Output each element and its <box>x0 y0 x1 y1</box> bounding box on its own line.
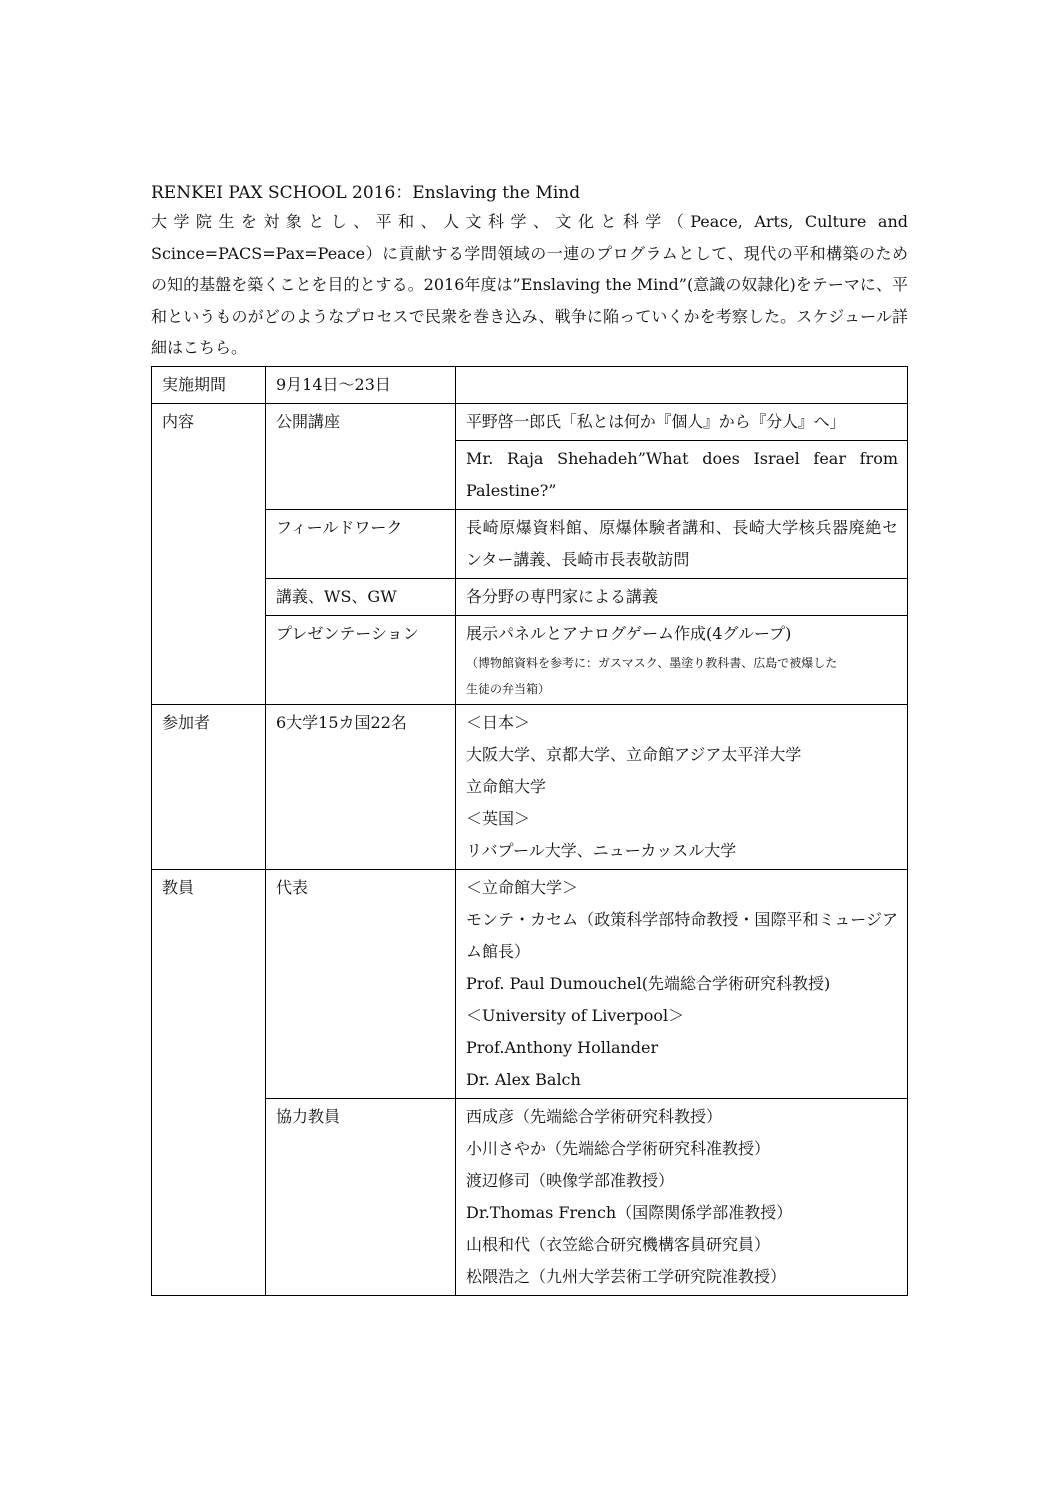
table-row <box>152 704 908 869</box>
presentation-note-1: （博物館資料を参考に：ガスマスク、墨塗り教科書、広島で被爆した <box>466 655 838 670</box>
lecture-2-text: Mr. Raja Shehadeh”What does Israel fear from Palestine?” <box>466 448 898 500</box>
table-row <box>152 578 908 615</box>
coop-line: 渡辺修司（映像学部准教授） <box>466 1170 675 1190</box>
lecture-1-text: 平野啓一郎氏「私とは何か『個人』から『分人』へ」 <box>466 411 846 431</box>
table-row <box>152 509 908 578</box>
faculty-label: 教員 <box>152 869 266 1295</box>
lecture-1 <box>456 403 908 440</box>
coop-line: 松隈浩之（九州大学芸術工学研究院准教授） <box>466 1266 787 1286</box>
participants-list <box>456 704 908 869</box>
rep-line: ＜University of Liverpool＞ <box>466 1005 685 1025</box>
presentation-label-text: プレゼンテーション <box>276 623 419 643</box>
rep-line: モンテ・カセム（政策科学部特命教授・国際平和ミュージアム館長） <box>466 909 898 961</box>
coop-list <box>456 1098 908 1295</box>
rep-line: ＜立命館大学＞ <box>466 877 579 897</box>
period-label: 実施期間 <box>152 366 266 403</box>
coop-line: Dr.Thomas French（国際関係学部准教授） <box>466 1202 793 1222</box>
coop-line: 山根和代（衣笠総合研究機構客員研究員） <box>466 1234 771 1254</box>
participants-count: 6大学15カ国22名 <box>266 704 456 869</box>
rep-line: Dr. Alex Balch <box>466 1069 581 1089</box>
fieldwork-text: 長崎原爆資料館、原爆体験者講和、長崎大学核兵器廃絶センター講義、長崎市長表敬訪問 <box>466 517 898 569</box>
program-table <box>151 366 908 1296</box>
coop-label: 協力教員 <box>266 1098 456 1295</box>
rep-label: 代表 <box>266 869 456 1098</box>
fieldwork <box>456 509 908 578</box>
participants-label: 参加者 <box>152 704 266 869</box>
ws: 各分野の専門家による講義 <box>456 578 908 615</box>
coop-line: 小川さやか（先端総合学術研究科准教授） <box>466 1138 771 1158</box>
presentation-note-2: 生徒の弁当箱） <box>466 681 551 696</box>
presentation-text: 展示パネルとアナログゲーム作成(4グループ) <box>466 623 792 643</box>
lecture-label: 公開講座 <box>266 403 456 509</box>
period-value: 9月14日～23日 <box>266 366 456 403</box>
participant-line: 立命館大学 <box>466 776 547 796</box>
participant-line: ＜英国＞ <box>466 808 531 828</box>
participant-line: ＜日本＞ <box>466 712 531 732</box>
table-row <box>152 1098 908 1295</box>
participant-line: リバプール大学、ニューカッスル大学 <box>466 840 737 860</box>
document <box>151 180 908 1296</box>
presentation-label <box>266 615 456 704</box>
participant-line: 大阪大学、京都大学、立命館アジア太平洋大学 <box>466 744 802 764</box>
rep-list <box>456 869 908 1098</box>
rep-line: Prof. Paul Dumouchel(先端総合学術研究科教授) <box>466 973 831 993</box>
table-row <box>152 615 908 704</box>
period-empty <box>456 366 908 403</box>
table-row <box>152 869 908 1098</box>
lecture-2 <box>456 440 908 509</box>
ws-label: 講義、WS、GW <box>266 578 456 615</box>
document-title: RENKEI PAX SCHOOL 2016：Enslaving the Mind <box>151 183 581 203</box>
intro-paragraph: 大学院生を対象とし、平和、人文科学、文化と科学（Peace, Arts, Culture and Scince=PACS=Pax=Peace）に貢献する学問領域の一連のプログラムとして、現代の平和構築のための知的基盤を築くことを目的とする。2016年度は”Enslaving the Mind”(意識の奴隷化)をテーマに、平和というものがどのようなプロセスで民衆を巻き込み、戦争に陥っていくかを考察した。スケジュール詳細はこちら。 <box>151 212 908 357</box>
presentation <box>456 615 908 704</box>
table-row <box>152 403 908 440</box>
rep-line: Prof.Anthony Hollander <box>466 1037 659 1057</box>
fieldwork-label: フィールドワーク <box>266 509 456 578</box>
table-row <box>152 366 908 403</box>
coop-line: 西成彦（先端総合学術研究科教授） <box>466 1106 723 1126</box>
content-label: 内容 <box>152 403 266 704</box>
